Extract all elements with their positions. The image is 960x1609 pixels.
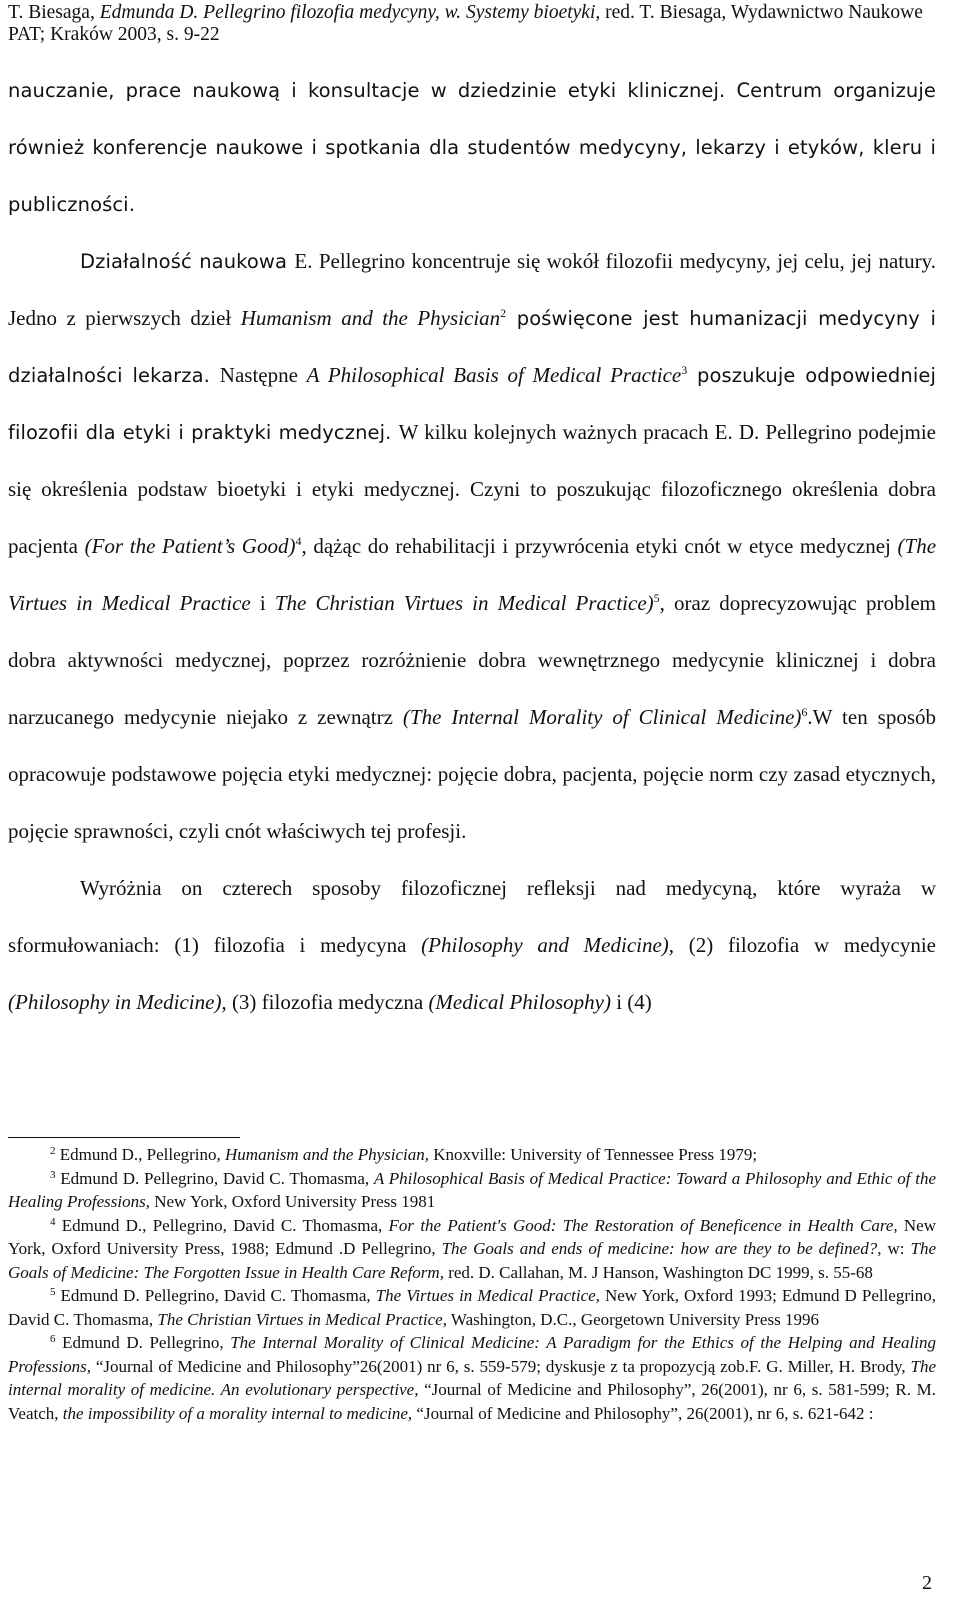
footnote-6: $^6$ Edmund D. Pellegrino, The Internal Morality of Clinical Medicine: A Paradigm for the Ethics of the Helping and Healing Professions, “Journal of Medicine and Philosophy”26(2001) nr 6, s. 559-579; dyskusje z ta propozycją zob.F. G. Miller, H. Brody, The internal morality of medicine. An evolutionary perspective, “Journal of Medicine and Philosophy”, 26(2001), nr 6, s. 581-599; R. M. Veatch, the impossibility of a morality internal to medicine, “Journal of Medicine and Philosophy”, 26(2001), nr 6, s. 621-642 :	[8, 1333, 936, 1423]
term: (Philosophy and Medicine),	[421, 933, 675, 957]
main-text	[8, 62, 936, 1031]
footnotes	[8, 1143, 936, 1425]
paragraph-1: nauczanie, prace naukową i konsultacje w dziedzinie etyki klinicznej. Centrum organizuje również konferencje naukowe i spotkania dla studentów medycyny, lekarzy i etyków, kleru i publiczności.	[8, 79, 936, 216]
work-title: (For the Patient’s Good)	[84, 534, 296, 558]
footnote-2: $^2$ Edmund D., Pellegrino, Humanism and the Physician, Knoxville: University of Tennessee Press 1979;	[50, 1145, 758, 1164]
footnote-ref: 4	[295, 534, 302, 548]
footnote-5: $^5$ Edmund D. Pellegrino, David C. Thomasma, The Virtues in Medical Practice, New York, Oxford 1993; Edmund D Pellegrino, David C. Thomasma, The Christian Virtues in Medical Practice, Washington, D.C., Georgetown University Press 1996	[8, 1286, 936, 1329]
citation-header	[8, 2, 948, 46]
work-title: A Philosophical Basis of Medical Practice	[306, 363, 682, 387]
footnote-ref: 6	[801, 705, 808, 719]
footnote-3: $^3$ Edmund D. Pellegrino, David C. Thomasma, A Philosophical Basis of Medical Practice: Toward a Philosophy and Ethic of the Healing Professions, New York, Oxford University Press 1981	[8, 1168, 937, 1211]
paragraph-3: Wyróżnia on czterech sposoby filozoficznej refleksji nad medycyną, które wyraża w sformułowaniach: (1) filozofia i medycyna (Philosophy and Medicine), (2) filozofia w medycynie (Philosophy in Medicine), (3) filozofia medyczna (Medical Philosophy) i (4)	[8, 876, 936, 1014]
footnote-4: $^4$ Edmund D., Pellegrino, David C. Thomasma, For the Patient's Good: The Restoration of Beneficence in Health Care, New York, Oxford University Press, 1988; Edmund .D Pellegrino, The Goals and ends of medicine: how are they to be defined?, w: The Goals of Medicine: The Forgotten Issue in Health Care Reform, red. D. Callahan, M. J Hanson, Washington DC 1999, s. 55-68	[8, 1215, 936, 1282]
footnote-separator	[8, 1137, 240, 1138]
work-title: (The Virtues in Medical Practice	[8, 534, 937, 615]
term: (Philosophy in Medicine),	[8, 990, 227, 1014]
header-author: T. Biesaga,	[8, 2, 100, 23]
footnote-ref: 2	[500, 306, 507, 320]
paragraph-2: Działalność naukowa E. Pellegrino koncentruje się wokół filozofii medycyny, jej celu, jej natury. Jedno z pierwszych dzieł Humanism and the Physician$^2$ poświęcone jest humanizacji medycyny i działalności lekarza. Następne A Philosophical Basis of Medical Practice$^3$ poszukuje odpowiedniej filozofii dla etyki i praktyki medycznej. W kilku kolejnych ważnych pracach E. D. Pellegrino podejmie się określenia podstaw bioetyki i etyki medycznej. Czyni to poszukując filozoficznego określenia dobra pacjenta (For the Patient’s Good)$^4$, dążąc do rehabilitacji i przywrócenia etyki cnót w etyce medycznej (The Virtues in Medical Practice i The Christian Virtues in Medical Practice)$^5$, oraz doprecyzowując problem dobra aktywności medycznej, poprzez rozróżnienie dobra wewnętrznego medycynie klinicznej i dobra narzucanego medycynie niejako z zewnątrz (The Internal Morality of Clinical Medicine)$^6$.W ten sposób opracowuje podstawowe pojęcia etyki medycznej: pojęcie dobra, pacjenta, pojęcie norm czy zasad etycznych, pojęcie sprawności, czyli cnót właściwych tej profesji.	[8, 249, 937, 843]
footnote-ref: 3	[681, 363, 688, 377]
footnote-ref: 5	[653, 591, 660, 605]
work-title: The Christian Virtues in Medical Practice)	[274, 591, 654, 615]
page-number: 2	[922, 1572, 932, 1594]
header-title: Edmunda D. Pellegrino filozofia medycyny, w. Systemy bioetyki,	[99, 2, 601, 23]
work-title: (The Internal Morality of Clinical Medicine)	[402, 705, 802, 729]
term: (Medical Philosophy)	[428, 990, 611, 1014]
header-publisher: red. T. Biesaga, Wydawnictwo Naukowe PAT; Kraków 2003, s. 9-22	[8, 2, 923, 45]
work-title: Humanism and the Physician	[240, 306, 501, 330]
